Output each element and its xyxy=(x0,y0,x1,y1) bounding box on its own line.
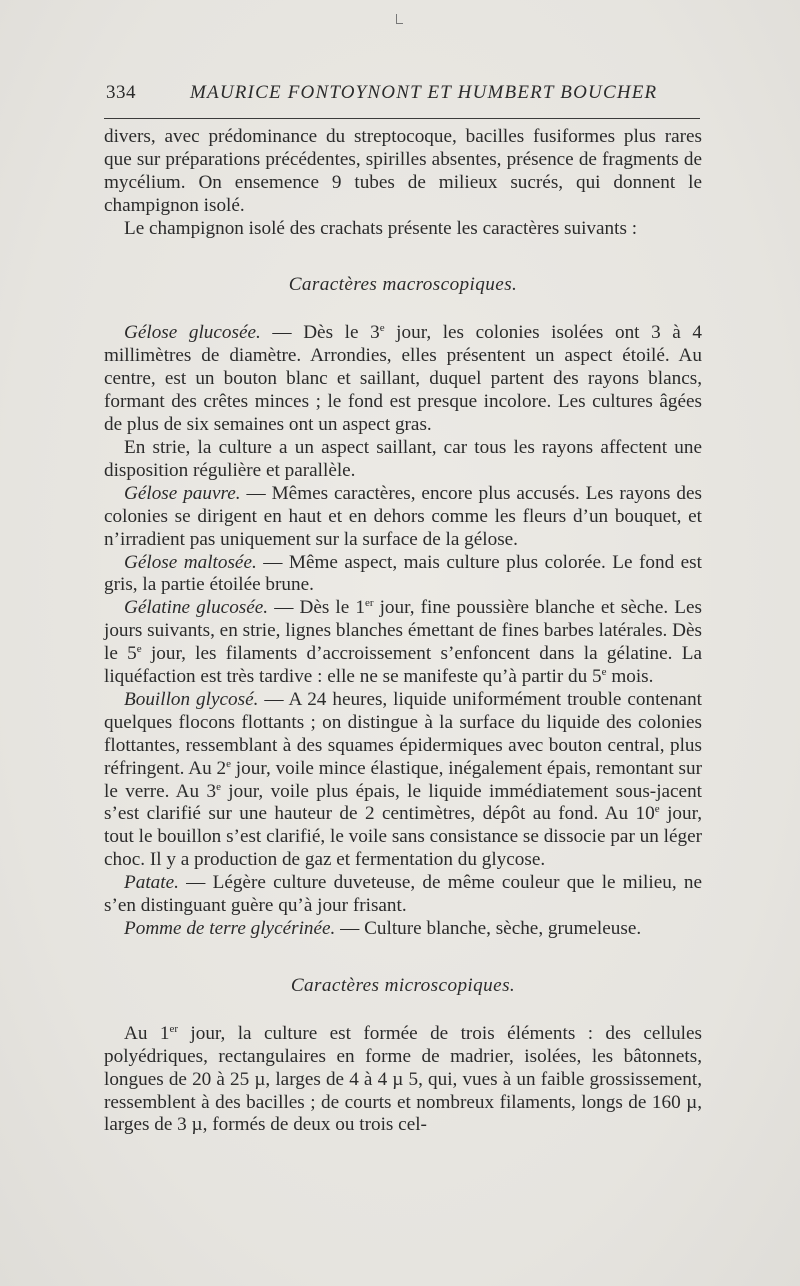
paragraph-bouillon-glycose: Bouillon glycosé. — A 24 heures, liquide uniformément trouble contenant quelques flocons flottants ; on distingue à la surface du liquide des colonies flottantes, ressemblant à des squames épidermiques avec bouton central, plus réfringent. Au 2e jour, voile mince élastique, inégalement épais, remontant sur le verre. Au 3e jour, voile plus épais, le liquide immédiatement sous-jacent s’est clarifié sur une hauteur de 2 centimètres, dépôt au fond. Au 10e jour, tout le bouillon s’est clarifié, le voile sans consistance se dissocie par un léger choc. Il y a production de gaz et fermentation du glycose. xyxy=(104,688,703,871)
page-header xyxy=(106,82,706,112)
paragraph-en-strie: En strie, la culture a un aspect saillant, car tous les rayons affectent une disposition régulière et parallèle. xyxy=(104,436,702,481)
lead-pomme-de-terre: Pomme de terre glycérinée. xyxy=(124,918,336,939)
lead-bouillon-glycose: Bouillon glycosé. xyxy=(124,688,259,710)
paragraph-gelatine-glucosee: Gélatine glucosée. — Dès le 1er jour, fine poussière blanche et sèche. Les jours suivants, en strie, lignes blanches émettant de fines barbes latérales. Dès le 5e jour, les filaments d’accroissement s’enfoncent dans la gélatine. La liquéfaction est très tardive : elle ne se manifeste qu’à partir du 5e mois. xyxy=(104,597,702,688)
lead-gelose-pauvre: Gélose pauvre. xyxy=(124,482,241,504)
paragraph-gelose-glucosee: Gélose glucosée. — Dès le 3e jour, les colonies isolées ont 3 à 4 millimètres de diamètre. Arrondies, elles présentent un aspect étoilé. Au centre, est un bouton blanc et saillant, duquel partent des rayons blancs, formant des crêtes minces ; le fond est presque incolore. Les cultures âgées de plus de six semaines ont un aspect gras. xyxy=(104,322,703,436)
paragraph-intro: Le champignon isolé des crachats présente les caractères suivants : xyxy=(124,217,638,239)
page-number: 334 xyxy=(106,82,136,103)
body-text xyxy=(104,126,702,1137)
lead-gelose-glucosee: Gélose glucosée. xyxy=(124,322,261,344)
heading-macroscopic: Caractères macroscopiques. xyxy=(288,273,518,295)
header-rule xyxy=(104,118,700,119)
lead-patate: Patate. xyxy=(124,872,179,894)
paragraph-continuation: divers, avec prédominance du streptocoque, bacilles fusiformes plus rares que sur préparations précédentes, spirilles absentes, présence de fragments de mycélium. On ensemence 9 tubes de milieux sucrés, qui donnent le champignon isolé. xyxy=(104,126,702,216)
paragraph-patate: Patate. — Légère culture duveteuse, de même couleur que le milieu, ne s’en distinguant guère qu’à jour frisant. xyxy=(104,872,702,917)
paragraph-microscopic: Au 1er jour, la culture est formée de trois éléments : des cellules polyédriques, rectangulaires en forme de madrier, isolées, les bâtonnets, longues de 20 à 25 µ, larges de 4 à 4 µ 5, qui, vues à un faible grossissement, ressemblent à des bacilles ; de courts et nombreux filaments, longs de 160 µ, larges de 3 µ, formés de deux ou trois cel- xyxy=(104,1022,702,1136)
lead-gelose-maltosee: Gélose maltosée. xyxy=(124,551,257,573)
paragraph-gelose-pauvre: Gélose pauvre. — Mêmes caractères, encore plus accusés. Les rayons des colonies se dirigent en haut et en dehors comme les fleurs d’un bouquet, et n’irradient pas uniquement sur la surface de la gélose. xyxy=(104,482,702,550)
lead-gelatine-glucosee: Gélatine glucosée. xyxy=(124,597,269,619)
corner-mark xyxy=(396,14,403,24)
paragraph-gelose-maltosee: Gélose maltosée. — Même aspect, mais culture plus colorée. Le fond est gris, la partie étoilée brune. xyxy=(104,551,702,596)
heading-microscopic: Caractères microscopiques. xyxy=(290,974,516,996)
paragraph-pomme-de-terre: Pomme de terre glycérinée. — Culture blanche, sèche, grumeleuse. xyxy=(124,918,642,939)
running-title: MAURICE FONTOYNONT ET HUMBERT BOUCHER xyxy=(190,82,658,103)
